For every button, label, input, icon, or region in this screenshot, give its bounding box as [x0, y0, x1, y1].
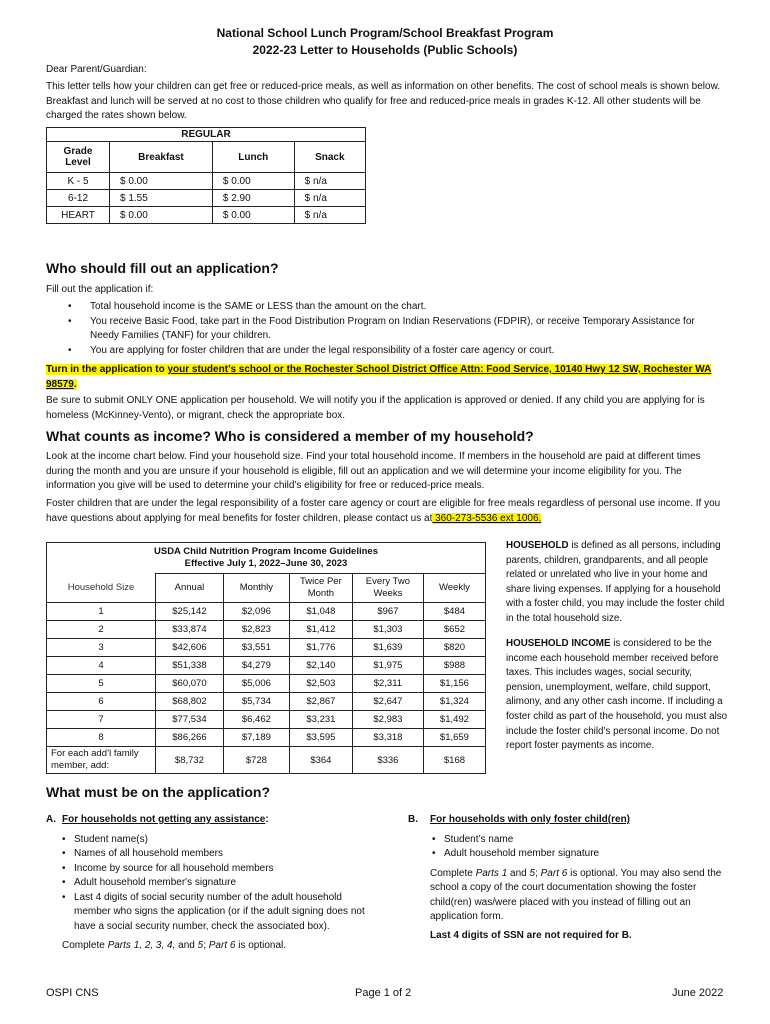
section-b — [408, 813, 726, 943]
rates-header: Lunch — [212, 142, 294, 173]
income-header: Annual — [156, 574, 224, 603]
who-lead: Fill out the application if: — [46, 284, 154, 295]
section-b-title: B. For households with only foster child(ren) — [408, 814, 631, 825]
household-size-cell: 2 — [47, 621, 156, 639]
list-item: • Income by source for all household members — [62, 862, 366, 877]
income-cell: $25,142 — [156, 603, 224, 621]
income-cell: $1,048 — [289, 603, 352, 621]
income-cell: $68,802 — [156, 693, 224, 711]
income-cell: $364 — [289, 747, 352, 774]
list-item: • Names of all household members — [62, 847, 366, 862]
page-title: National School Lunch Program/School Breakfast Program — [216, 26, 554, 40]
income-cell: $484 — [423, 603, 485, 621]
table-row — [47, 711, 486, 729]
meal-rates-table — [46, 127, 366, 224]
income-cell: $1,776 — [289, 639, 352, 657]
phone-link[interactable]: 360-273-5536 ext 1006. — [432, 512, 542, 524]
household-size-cell: 1 — [47, 603, 156, 621]
page-subtitle: 2022-23 Letter to Households (Public Schools) — [252, 43, 518, 57]
income-header: Twice Per Month — [289, 574, 352, 603]
income-cell: $3,551 — [223, 639, 289, 657]
bullet-dot-icon: • — [68, 344, 72, 356]
income-cell: $1,975 — [352, 657, 423, 675]
school-address-link[interactable]: your student’s school or the Rochester School District Office Attn: Food Service, 10140 Hwy 12 SW, Rochester WA 98579 — [46, 364, 712, 390]
household-income-definition: HOUSEHOLD INCOME is considered to be the income each household member received before taxes. This includes wages, social security, pension, unemployment, welfare, child support, alimony, and any other cash income. If including a foster child as part of the household, you must also include the foster child’s personal income. Do not report foster payments as income. — [506, 638, 728, 752]
income-cell: $1,156 — [423, 675, 485, 693]
rates-cell: $ 0.00 — [110, 207, 213, 224]
list-item: • Adult household member signature — [432, 847, 726, 862]
section-b-ssn-note: Last 4 digits of SSN are not required for B. — [430, 929, 632, 941]
section-a — [46, 813, 366, 954]
table-row — [47, 729, 486, 747]
income-cell: $60,070 — [156, 675, 224, 693]
table-row — [47, 693, 486, 711]
list-item: • Last 4 digits of social security number of the adult household member who signs the application (or if the adult signing does not have a social security number, check the associated box). — [62, 891, 365, 932]
household-size-cell: 3 — [47, 639, 156, 657]
income-cell: $51,338 — [156, 657, 224, 675]
rates-header: Snack — [294, 142, 365, 173]
rates-caption: REGULAR — [47, 128, 366, 142]
income-paragraph: Look at the income chart below. Find your household size. Find your total household income. If members in the household are paid at different times during the month and you are unsure if your household is eligible, fill out an application and we will determine your income eligibility for you. The information you give will be used to determine your child's eligibility for free or reduced-price meals. — [46, 451, 701, 491]
table-row — [47, 639, 486, 657]
list-item: • Adult household member's signature — [62, 876, 366, 891]
income-cell: $3,595 — [289, 729, 352, 747]
income-cell: $8,732 — [156, 747, 224, 774]
income-cell: $2,140 — [289, 657, 352, 675]
footer-date: June 2022 — [672, 987, 724, 999]
income-cell: $86,266 — [156, 729, 224, 747]
section-b-complete-note: Complete Parts 1 and 5; Part 6 is optional. You may also send the school a copy of the court documentation showing the foster child(ren) was/were placed with you instead of filling out an application form. — [430, 867, 722, 922]
income-cell: $1,412 — [289, 621, 352, 639]
who-heading: Who should fill out an application? — [46, 260, 279, 276]
list-item: • Total household income is the SAME or LESS than the amount on the chart. — [46, 300, 726, 315]
income-cell: $988 — [423, 657, 485, 675]
income-cell: $1,659 — [423, 729, 485, 747]
submit-note: Be sure to submit ONLY ONE application per household. We will notify you if the application is approved or denied. If any child you are applying for is homeless (McKinney-Vento), or migrant, check the appropriate box. — [46, 395, 705, 421]
who-bullet-list — [46, 300, 726, 358]
rates-cell: $ 1.55 — [110, 190, 213, 207]
rates-cell: $ 0.00 — [110, 173, 213, 190]
household-definition: HOUSEHOLD is defined as all persons, including parents, children, grandparents, and all people related or unrelated who live in your home and share living expenses. If applying for a household with a foster child, you may include the foster child in the total household size. — [506, 540, 725, 624]
income-cell: $2,867 — [289, 693, 352, 711]
foster-paragraph: Foster children that are under the legal responsibility of a foster care agency or court are eligible for free meals regardless of personal use income. If you have questions about applying for meal benefits for foster children, please contact us at 360-273-5536 ext 1006. — [46, 498, 721, 524]
income-cell: $2,096 — [223, 603, 289, 621]
income-cell: $1,639 — [352, 639, 423, 657]
rates-header: Breakfast — [110, 142, 213, 173]
income-header: Every Two Weeks — [352, 574, 423, 603]
income-cell: $2,823 — [223, 621, 289, 639]
income-cell: $336 — [352, 747, 423, 774]
table-row — [47, 190, 366, 207]
table-row — [47, 603, 486, 621]
bullet-dot-icon: • — [62, 862, 66, 874]
income-cell: $5,006 — [223, 675, 289, 693]
list-item: • Student name(s) — [62, 833, 366, 848]
rates-header: Grade Level — [47, 142, 110, 173]
section-a-list — [62, 833, 366, 935]
income-cell: $2,983 — [352, 711, 423, 729]
income-cell: $33,874 — [156, 621, 224, 639]
table-row — [47, 621, 486, 639]
income-cell: $3,318 — [352, 729, 423, 747]
bullet-dot-icon: • — [432, 848, 436, 859]
income-cell: $2,647 — [352, 693, 423, 711]
income-cell: $4,279 — [223, 657, 289, 675]
income-cell: $1,303 — [352, 621, 423, 639]
rates-cell: 6-12 — [47, 190, 110, 207]
greeting: Dear Parent/Guardian: — [46, 64, 147, 75]
footer-page-number: Page 1 of 2 — [355, 987, 412, 999]
rates-cell: $ 2.90 — [212, 190, 294, 207]
rates-cell: HEART — [47, 207, 110, 224]
table-row — [47, 747, 486, 774]
income-cell: $967 — [352, 603, 423, 621]
rates-cell: $ n/a — [294, 173, 365, 190]
household-size-cell: 8 — [47, 729, 156, 747]
income-header: Weekly — [423, 574, 485, 603]
bullet-dot-icon: • — [62, 833, 66, 845]
table-row — [47, 675, 486, 693]
bullet-dot-icon: • — [62, 891, 66, 903]
rates-cell: $ n/a — [294, 207, 365, 224]
turn-in-instructions: Turn in the application to your student’s school or the Rochester School District Office Attn: Food Service, 10140 Hwy 12 SW, Rochester WA 98579. — [46, 364, 712, 390]
income-cell: $42,606 — [156, 639, 224, 657]
income-heading: What counts as income? Who is considered a member of my household? — [46, 428, 534, 444]
intro-paragraph: This letter tells how your children can get free or reduced-price meals, as well as information on other benefits. The cost of school meals is shown below. Breakfast and lunch will be served at no cost to those children who qualify for free and reduced-price meals in grades K-12. All other students will be charged the rates shown below. — [46, 81, 721, 121]
bullet-dot-icon: • — [68, 301, 72, 312]
income-cell: $820 — [423, 639, 485, 657]
section-b-list — [432, 833, 726, 862]
section-a-title: A. For households not getting any assistance: — [46, 814, 269, 825]
income-cell: $3,231 — [289, 711, 352, 729]
household-size-cell: 6 — [47, 693, 156, 711]
income-cell: $7,189 — [223, 729, 289, 747]
rates-cell: $ 0.00 — [212, 207, 294, 224]
list-item: • You are applying for foster children that are under the legal responsibility of a foster care agency or court. — [46, 344, 726, 359]
table-row — [47, 173, 366, 190]
household-size-cell: 5 — [47, 675, 156, 693]
rates-cell: K - 5 — [47, 173, 110, 190]
income-cell: $1,492 — [423, 711, 485, 729]
income-cell: $6,462 — [223, 711, 289, 729]
income-header: Monthly — [223, 574, 289, 603]
income-cell: $5,734 — [223, 693, 289, 711]
bullet-dot-icon: • — [62, 877, 66, 888]
bullet-dot-icon: • — [432, 833, 436, 845]
income-cell: $168 — [423, 747, 485, 774]
income-cell: $2,503 — [289, 675, 352, 693]
table-row — [47, 657, 486, 675]
income-header: Household Size — [47, 574, 156, 603]
must-heading: What must be on the application? — [46, 784, 270, 800]
bullet-dot-icon: • — [68, 315, 72, 327]
income-cell: $2,311 — [352, 675, 423, 693]
income-cell: $728 — [223, 747, 289, 774]
list-item: • Student’s name — [432, 833, 726, 848]
rates-cell: $ n/a — [294, 190, 365, 207]
household-size-cell: 7 — [47, 711, 156, 729]
income-cell: $652 — [423, 621, 485, 639]
household-size-cell: 4 — [47, 657, 156, 675]
table-row — [47, 207, 366, 224]
income-guidelines-table — [46, 542, 486, 774]
footer-left: OSPI CNS — [46, 987, 99, 999]
bullet-dot-icon: • — [62, 848, 66, 859]
income-cell: $77,534 — [156, 711, 224, 729]
section-a-complete-note: Complete Parts 1, 2, 3, 4, and 5; Part 6 is optional. — [62, 940, 287, 951]
income-cell: $1,324 — [423, 693, 485, 711]
household-size-cell: For each add’l family member, add: — [47, 747, 156, 774]
list-item: • You receive Basic Food, take part in the Food Distribution Program on Indian Reservations (FDPIR), or receive Temporary Assistance for Needy Families (TANF) for your children. — [68, 315, 695, 341]
rates-cell: $ 0.00 — [212, 173, 294, 190]
income-table-caption: USDA Child Nutrition Program Income Guidelines Effective July 1, 2022–June 30, 2023 — [47, 543, 486, 574]
